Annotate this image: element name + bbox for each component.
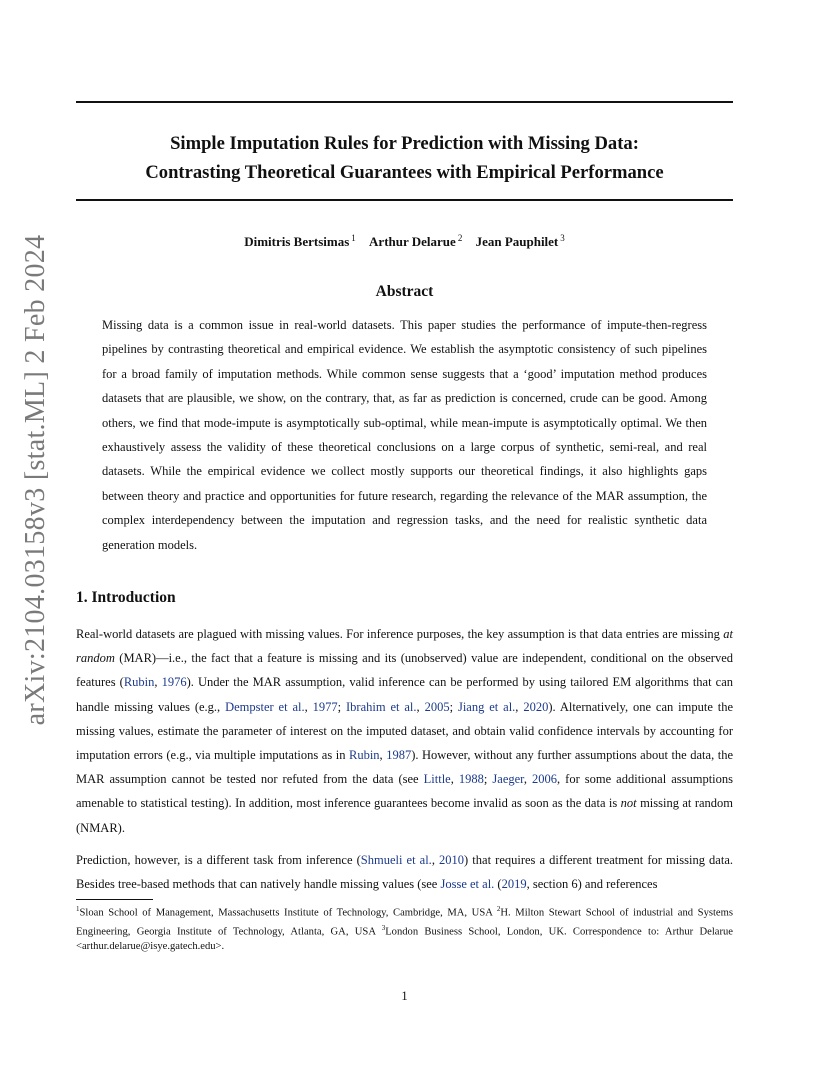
text-run: ,: [523, 772, 532, 787]
affiliation-marker: 3: [560, 233, 565, 243]
abstract-body: [102, 313, 707, 557]
arxiv-identifier-stamp: arXiv:2104.03158v3 [stat.ML] 2 Feb 2024: [20, 234, 51, 726]
citation-link[interactable]: Jiang et al.: [457, 699, 516, 714]
text-run: ;: [337, 699, 347, 714]
citation-link[interactable]: Jaeger: [492, 772, 524, 787]
abstract-heading: Abstract: [375, 283, 434, 300]
affiliation-marker: 1: [351, 233, 356, 243]
footnote-marker: 3: [381, 924, 386, 933]
text-run: ,: [304, 699, 313, 714]
text-run: ,: [431, 853, 440, 867]
footnote-text: Sloan School of Management, Massachusetts Institute of Technology, Cambridge, MA, USA: [79, 907, 497, 919]
citation-link[interactable]: 1976: [161, 675, 187, 690]
footnote-text: H. Milton Stewart School of industrial and Systems Engineering, Georgia Institute of Technology, Atlanta, GA, USA: [76, 907, 733, 938]
abstract-text: Missing data is a common issue in real-world datasets. This paper studies the performance of impute-then-regress pipelines by contrasting theoretical and empirical evidence. We establish the asymptotic consistency of such pipelines for a broad family of imputation methods. While common sense suggests that a ‘good’ imputation method produces datasets that are plausible, we show, on the contrary, that, as far as prediction is concerned, crude can be good. Among others, we find that mode-impute is asymptotically sub-optimal, while mean-impute is asymptotically optimal. We then exhaustively assess the validity of these theoretical conclusions on a large corpus of synthetic, semi-real, and real datasets. While the empirical evidence we collect mostly supports our theoretical findings, it also highlights gaps between theory and practice and opportunities for future research, regarding the relevance of the MAR assumption, the complex interdependency between the imputation and regression tasks, and the need for realistic synthetic data generation models.: [102, 318, 707, 552]
affiliation-footnote: [76, 902, 733, 955]
footnote-rule: [76, 899, 153, 900]
text-run: ;: [483, 772, 493, 787]
text-run: , for some additional assumptions amenable to statistical testing). In addition, most inference guarantees become invalid as soon as the data is: [76, 772, 734, 811]
paper-title: [76, 129, 733, 187]
citation-link[interactable]: Dempster et al.: [225, 699, 305, 714]
author-3: [476, 234, 565, 249]
citation-link[interactable]: 2005: [424, 699, 450, 714]
citation-link[interactable]: 2010: [439, 853, 465, 867]
footnote-marker: 1: [76, 905, 80, 913]
citation-link[interactable]: 2020: [523, 699, 549, 714]
citation-link[interactable]: Rubin: [123, 675, 155, 690]
affiliation-marker: 2: [457, 233, 463, 243]
citation-link[interactable]: 2019: [501, 877, 527, 892]
citation-link[interactable]: 1987: [386, 748, 412, 763]
text-run: ;: [449, 699, 458, 714]
author-1: [244, 234, 356, 249]
citation-link[interactable]: Ibrahim et al.: [346, 699, 417, 714]
text-run: Real-world datasets are plagued with missing values. For inference purposes, the key assumption is that data entries are missing: [76, 627, 724, 641]
emphasis-text: not: [620, 796, 637, 811]
page-number: 1: [401, 989, 408, 1003]
text-run: ). Alternatively, one can impute the missing values, estimate the parameter of interest on the imputed dataset, and obtain valid confidence intervals by accounting for imputation errors (e.g., via multiple imputations as in: [76, 699, 734, 763]
text-run: ,: [379, 748, 387, 763]
intro-paragraph-1: [76, 622, 733, 840]
text-run: ,: [154, 675, 162, 690]
emphasis-text: at random: [76, 627, 733, 666]
citation-link[interactable]: Shmueli et al.: [360, 853, 432, 867]
text-run: ). Under the MAR assumption, valid inference can be performed by using tailored EM algorithms that can handle missing values (e.g.,: [76, 675, 734, 714]
title-bottom-rule: [76, 199, 733, 201]
footnote-text: London Business School, London, UK. Correspondence to: Arthur Delarue <arthur.delarue@isye.gatech.edu>.: [76, 926, 733, 953]
title-line-1: Simple Imputation Rules for Prediction with Missing Data:: [170, 133, 639, 154]
citation-link[interactable]: 1988: [458, 772, 484, 787]
author-2: [369, 234, 462, 249]
author-name: Dimitris Bertsimas: [244, 234, 350, 250]
intro-paragraph-2: [76, 848, 733, 896]
text-run: , section 6) and references: [526, 877, 658, 892]
section-heading-introduction: 1. Introduction: [76, 589, 176, 606]
citation-link[interactable]: Josse et al.: [440, 877, 495, 892]
text-run: ) that requires a different treatment for missing data. Besides tree-based methods that can natively handle missing values (see: [76, 853, 733, 892]
title-top-rule: [76, 101, 733, 103]
author-name: Arthur Delarue: [369, 234, 456, 250]
text-run: ). However, without any further assumptions about the data, the MAR assumption cannot be tested nor refuted from the data (see: [76, 748, 734, 787]
text-run: Prediction, however, is a different task from inference (: [76, 853, 361, 867]
citation-link[interactable]: Rubin: [348, 748, 380, 763]
footnote-marker: 2: [496, 905, 501, 913]
author-name: Jean Pauphilet: [475, 234, 559, 250]
text-run: ,: [416, 699, 425, 714]
text-run: (: [494, 877, 502, 892]
text-run: ,: [450, 772, 459, 787]
citation-link[interactable]: Little: [423, 772, 451, 787]
citation-link[interactable]: 2006: [532, 772, 557, 787]
title-line-2: Contrasting Theoretical Guarantees with Empirical Performance: [145, 162, 664, 183]
text-run: ,: [515, 699, 524, 714]
citation-link[interactable]: 1977: [312, 699, 338, 714]
author-list: [76, 229, 733, 251]
text-run: (MAR)—i.e., the fact that a feature is missing and its (unobserved) value are independent, conditional on the observed features (: [76, 651, 733, 690]
text-run: missing at random (NMAR).: [76, 796, 733, 835]
